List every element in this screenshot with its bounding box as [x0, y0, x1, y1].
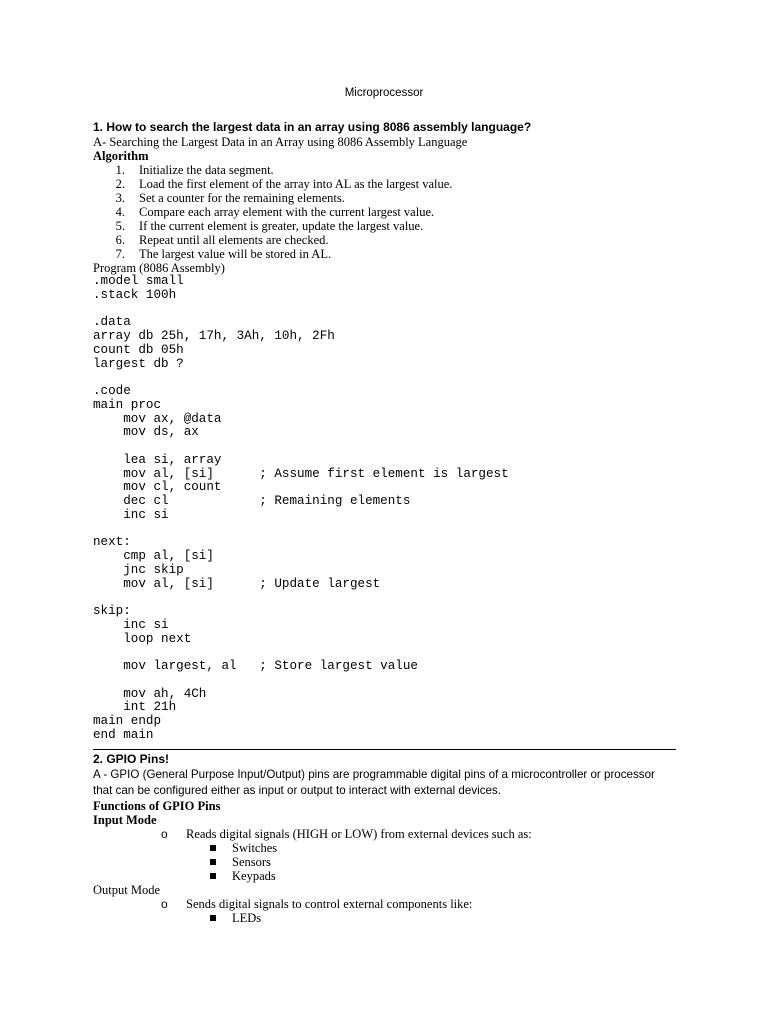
step-text: Repeat until all elements are checked. [139, 233, 329, 247]
step-number: 6. [115, 233, 125, 247]
hollow-bullet-icon: o [161, 896, 168, 911]
answer-1-subtitle: A- Searching the Largest Data in an Array using 8086 Assembly Language [93, 135, 468, 149]
list-item-text: LEDs [232, 910, 262, 925]
step-text: Compare each array element with the current largest value. [139, 205, 435, 219]
output-mode-desc-text: Sends digital signals to control external components like: [186, 896, 473, 911]
algorithm-steps-list [93, 163, 676, 261]
step-text: Load the first element of the array into AL as the largest value. [139, 177, 453, 191]
algorithm-step [93, 205, 676, 219]
step-number: 3. [115, 191, 125, 205]
list-item-text: Switches [232, 840, 278, 855]
question-2-heading: 2. GPIO Pins! [93, 751, 170, 766]
input-mode-description [93, 827, 676, 841]
program-label: Program (8086 Assembly) [93, 261, 225, 275]
square-bullet-icon [210, 859, 216, 865]
algorithm-step [93, 163, 676, 177]
step-text: Set a counter for the remaining elements. [139, 191, 345, 205]
list-item-text: Keypads [232, 868, 276, 883]
step-number: 7. [115, 247, 125, 261]
step-number: 5. [115, 219, 125, 233]
square-bullet-icon [210, 845, 216, 851]
algorithm-heading: Algorithm [93, 149, 149, 163]
algorithm-step [93, 233, 676, 247]
algorithm-step [93, 247, 676, 261]
step-number: 4. [115, 205, 125, 219]
document-title: Microprocessor [344, 87, 424, 99]
input-mode-desc-text: Reads digital signals (HIGH or LOW) from external devices such as: [186, 826, 532, 841]
square-bullet-icon [210, 915, 216, 921]
functions-heading: Functions of GPIO Pins [93, 798, 221, 813]
step-number: 1. [115, 163, 125, 177]
hollow-bullet-icon: o [161, 826, 168, 841]
step-number: 2. [115, 177, 125, 191]
step-text: Initialize the data segment. [139, 163, 274, 177]
square-bullet-icon [210, 873, 216, 879]
output-devices-list [93, 911, 676, 925]
list-item [93, 855, 676, 869]
input-mode-heading: Input Mode [93, 812, 157, 827]
algorithm-step [93, 191, 676, 205]
list-item-text: Sensors [232, 854, 271, 869]
algorithm-step [93, 219, 676, 233]
section-divider [93, 749, 676, 750]
list-item [93, 841, 676, 855]
step-text: If the current element is greater, update the largest value. [139, 219, 424, 233]
document-body [93, 119, 676, 925]
list-item [93, 911, 676, 925]
assembly-code-block: .model small .stack 100h .data array db 25h, 17h, 3Ah, 10h, 2Fh count db 05h largest db ? .code main proc mov ax, @data mov ds, ax lea si, array mov al, [si] ; Assume first element is largest mov cl, count dec cl ; Remaining elements inc si next: cmp al, [si] jnc skip mov al, [si] ; Update largest skip: inc si loop next mov largest, al ; Store largest value mov ah, 4Ch int 21h main endp end main [93, 274, 509, 742]
step-text: The largest value will be stored in AL. [139, 247, 332, 261]
list-item [93, 869, 676, 883]
output-mode-description [93, 897, 676, 911]
gpio-definition-paragraph: A - GPIO (General Purpose Input/Output) pins are programmable digital pins of a microcontroller or processor that can be configured either as input or output to interact with external devices. [93, 767, 655, 797]
question-1-heading: 1. How to search the largest data in an array using 8086 assembly language? [93, 120, 532, 134]
output-mode-heading: Output Mode [93, 882, 161, 897]
algorithm-step [93, 177, 676, 191]
input-devices-list [93, 841, 676, 883]
